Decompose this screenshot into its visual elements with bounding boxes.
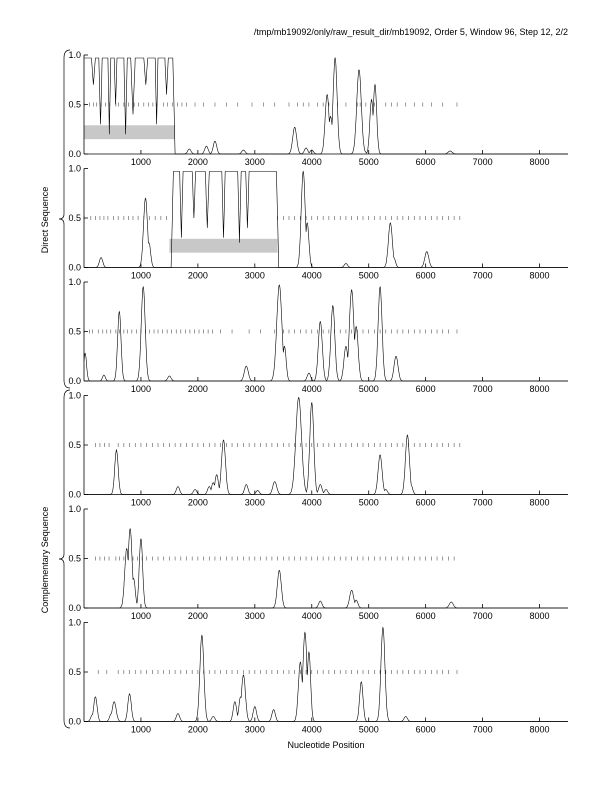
x-tick-label: 6000 xyxy=(415,384,436,394)
x-tick-label: 7000 xyxy=(472,157,493,167)
y-tick-label: 1.0 xyxy=(68,390,81,401)
x-tick-label: 7000 xyxy=(472,724,493,735)
x-tick-label: 6000 xyxy=(415,270,436,281)
x-tick-label: 5000 xyxy=(358,724,379,735)
x-tick-label: 6000 xyxy=(415,157,436,167)
panel-complementary-frame-3 xyxy=(68,618,568,735)
x-tick-label: 6000 xyxy=(415,724,436,735)
x-tick-label: 4000 xyxy=(301,724,322,735)
x-tick-label: 3000 xyxy=(244,157,265,167)
orf-highlight-bar xyxy=(169,239,277,253)
x-tick-label: 1000 xyxy=(130,270,151,281)
coding-probability-line xyxy=(84,285,568,381)
x-tick-label: 7000 xyxy=(472,384,493,394)
y-tick-label: 0.0 xyxy=(68,262,81,273)
panel-direct-frame-1 xyxy=(68,50,568,167)
orf-highlight-bar xyxy=(84,125,175,139)
x-tick-label: 6000 xyxy=(415,497,436,508)
y-tick-label: 0.5 xyxy=(68,667,81,677)
y-tick-label: 0.0 xyxy=(68,716,81,727)
y-tick-label: 1.0 xyxy=(68,50,81,60)
x-tick-label: 2000 xyxy=(187,497,208,508)
y-tick-label: 1.0 xyxy=(68,277,81,287)
x-tick-label: 5000 xyxy=(358,384,379,394)
y-tick-label: 0.5 xyxy=(68,213,81,223)
coding-probability-line xyxy=(84,628,568,722)
x-tick-label: 5000 xyxy=(358,497,379,508)
x-tick-label: 3000 xyxy=(244,270,265,281)
x-tick-label: 4000 xyxy=(301,611,322,621)
y-tick-label: 1.0 xyxy=(68,163,81,174)
x-tick-label: 1000 xyxy=(130,724,151,735)
panel-direct-frame-2 xyxy=(68,164,568,281)
x-tick-label: 7000 xyxy=(472,611,493,621)
panel-complementary-frame-2 xyxy=(68,504,568,621)
y-tick-label: 0.5 xyxy=(68,326,81,337)
coding-probability-line xyxy=(84,398,568,495)
x-tick-label: 8000 xyxy=(529,384,550,394)
complementary-sequence-label: Complementary Sequence xyxy=(40,506,50,614)
panel-complementary-frame-1 xyxy=(68,391,568,508)
x-tick-label: 8000 xyxy=(529,611,550,621)
panel-direct-frame-3 xyxy=(68,277,568,394)
x-tick-label: 5000 xyxy=(358,611,379,621)
x-tick-label: 3000 xyxy=(244,384,265,394)
x-tick-label: 6000 xyxy=(415,611,436,621)
coding-probability-line xyxy=(84,529,568,608)
x-tick-label: 8000 xyxy=(529,497,550,508)
x-tick-label: 1000 xyxy=(130,611,151,621)
x-tick-label: 1000 xyxy=(130,384,151,394)
y-tick-label: 0.0 xyxy=(68,603,81,613)
coding-probability-line xyxy=(84,172,568,268)
x-tick-label: 3000 xyxy=(244,497,265,508)
x-tick-label: 7000 xyxy=(472,497,493,508)
x-tick-label: 3000 xyxy=(244,611,265,621)
direct-sequence-label: Direct Sequence xyxy=(40,186,50,254)
x-tick-label: 3000 xyxy=(244,724,265,735)
x-tick-label: 4000 xyxy=(301,270,322,281)
x-tick-label: 1000 xyxy=(130,497,151,508)
x-tick-label: 2000 xyxy=(187,384,208,394)
x-tick-label: 2000 xyxy=(187,611,208,621)
x-tick-label: 4000 xyxy=(301,384,322,394)
y-tick-label: 0.5 xyxy=(68,553,81,564)
y-tick-label: 1.0 xyxy=(68,504,81,514)
x-tick-label: 8000 xyxy=(529,157,550,167)
page-title: /tmp/mb19092/only/raw_result_dir/mb19092, Order 5, Window 96, Step 12, 2/2 xyxy=(253,27,568,37)
panels xyxy=(68,50,568,735)
x-tick-label: 2000 xyxy=(187,724,208,735)
x-tick-label: 4000 xyxy=(301,157,322,167)
y-tick-label: 0.0 xyxy=(68,149,81,159)
x-tick-label: 7000 xyxy=(472,270,493,281)
x-tick-label: 5000 xyxy=(358,157,379,167)
x-tick-label: 8000 xyxy=(529,270,550,281)
y-tick-label: 1.0 xyxy=(68,617,81,628)
y-tick-label: 0.5 xyxy=(68,99,81,110)
x-tick-label: 5000 xyxy=(358,270,379,281)
x-tick-label: 2000 xyxy=(187,270,208,281)
y-tick-label: 0.0 xyxy=(68,376,81,386)
x-tick-label: 2000 xyxy=(187,157,208,167)
x-axis-label: Nucleotide Position xyxy=(287,740,365,750)
y-tick-label: 0.0 xyxy=(68,489,81,500)
y-tick-label: 0.5 xyxy=(68,440,81,450)
x-tick-label: 4000 xyxy=(301,497,322,508)
x-tick-label: 8000 xyxy=(529,724,550,735)
x-tick-label: 1000 xyxy=(130,157,151,167)
